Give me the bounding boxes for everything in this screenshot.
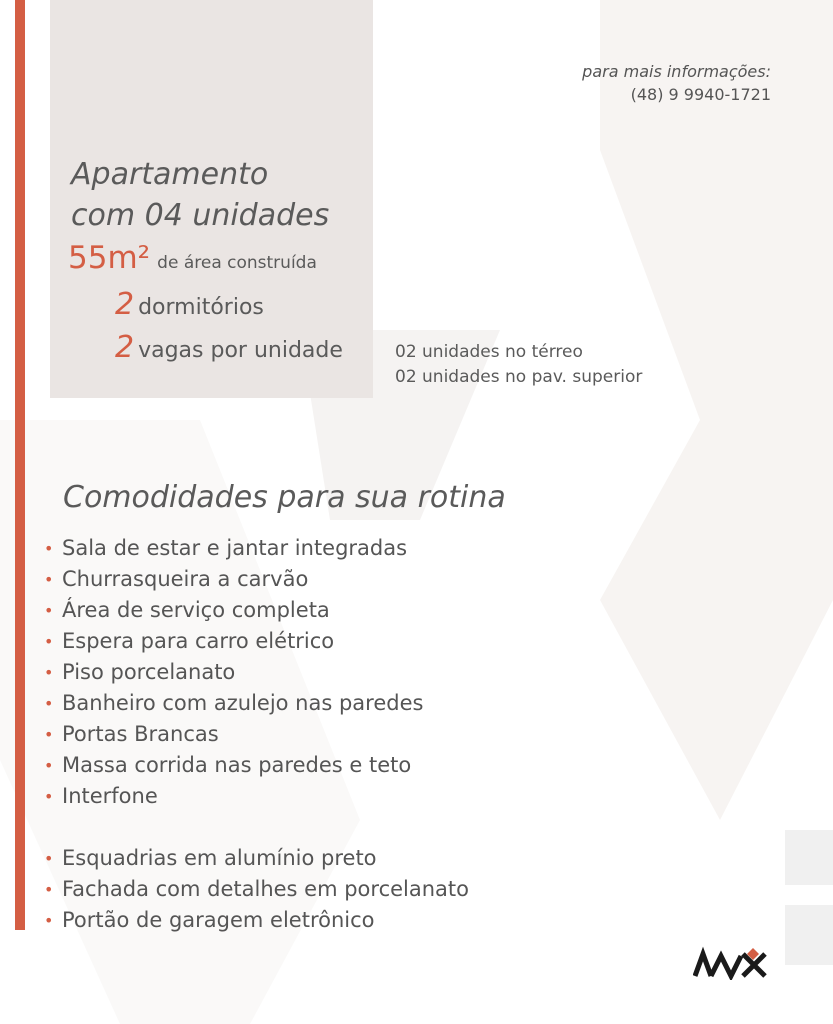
title-line-1: Apartamento <box>71 157 269 192</box>
bullet-icon: • <box>44 632 54 651</box>
contact-block <box>582 60 771 106</box>
units-note <box>395 340 642 390</box>
list-item-text: Fachada com detalhes em porcelanato <box>62 877 470 901</box>
parking-text: vagas por unidade <box>138 338 343 363</box>
bedrooms-count: 2 <box>115 287 135 322</box>
list-item-text: Churrasqueira a carvão <box>62 567 309 591</box>
bullet-icon: • <box>44 880 54 899</box>
bullet-icon: • <box>44 756 54 775</box>
list-item <box>44 719 423 750</box>
bullet-icon: • <box>44 849 54 868</box>
list-item <box>44 905 469 936</box>
area-text: de área construída <box>157 253 317 273</box>
bedrooms-spec <box>115 287 264 322</box>
contact-label: para mais informações: <box>582 62 771 81</box>
list-item <box>44 533 423 564</box>
bullet-icon: • <box>44 663 54 682</box>
list-item <box>44 657 423 688</box>
parking-spec <box>115 330 343 365</box>
accent-bar <box>15 0 25 930</box>
area-line <box>68 240 317 276</box>
list-item <box>44 874 469 905</box>
area-value: 55m² <box>68 240 151 276</box>
bullet-icon: • <box>44 725 54 744</box>
property-title <box>71 154 329 236</box>
list-item-text: Banheiro com azulejo nas paredes <box>62 691 424 715</box>
list-item <box>44 595 423 626</box>
list-item-text: Área de serviço completa <box>62 598 330 622</box>
list-item-text: Portão de garagem eletrônico <box>62 908 375 932</box>
bullet-icon: • <box>44 694 54 713</box>
bedrooms-text: dormitórios <box>138 295 264 320</box>
list-item-text: Esquadrias em alumínio preto <box>62 846 377 870</box>
extras-list <box>44 843 469 936</box>
company-logo-icon <box>693 946 769 980</box>
bullet-icon: • <box>44 539 54 558</box>
list-item-text: Espera para carro elétrico <box>62 629 335 653</box>
list-item <box>44 688 423 719</box>
bullet-icon: • <box>44 911 54 930</box>
list-item <box>44 750 423 781</box>
bullet-icon: • <box>44 601 54 620</box>
list-item-text: Portas Brancas <box>62 722 219 746</box>
parking-count: 2 <box>115 330 135 365</box>
list-item-text: Sala de estar e jantar integradas <box>62 536 408 560</box>
contact-phone[interactable]: (48) 9 9940-1721 <box>630 85 771 104</box>
list-item-text: Massa corrida nas paredes e teto <box>62 753 412 777</box>
list-item <box>44 564 423 595</box>
title-line-2: com 04 unidades <box>71 198 330 233</box>
list-item <box>44 626 423 657</box>
bullet-icon: • <box>44 570 54 589</box>
list-item-text: Interfone <box>62 784 158 808</box>
amenities-title: Comodidades para sua rotina <box>63 480 506 515</box>
units-note-line-1: 02 unidades no térreo <box>395 342 583 362</box>
amenities-list <box>44 533 423 812</box>
units-note-line-2: 02 unidades no pav. superior <box>395 367 643 387</box>
list-item <box>44 843 469 874</box>
list-item <box>44 781 423 812</box>
bullet-icon: • <box>44 787 54 806</box>
list-item-text: Piso porcelanato <box>62 660 236 684</box>
